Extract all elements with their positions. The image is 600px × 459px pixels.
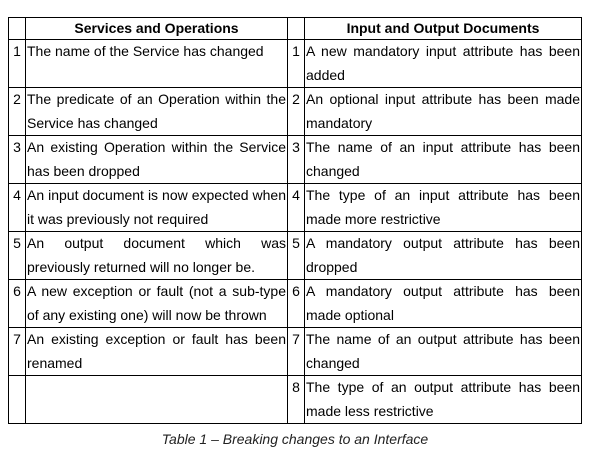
right-row-text: A mandatory output attribute has been made optional xyxy=(305,280,582,328)
right-row-text: A mandatory output attribute has been dropped xyxy=(305,232,582,280)
table-row xyxy=(9,280,582,328)
header-input-and-output-documents: Input and Output Documents xyxy=(305,18,582,40)
header-left-num-blank xyxy=(9,18,26,40)
left-row-text xyxy=(26,376,288,424)
left-row-number: 6 xyxy=(9,280,26,328)
left-row-number: 2 xyxy=(9,88,26,136)
table-caption: Table 1 – Breaking changes to an Interface xyxy=(161,431,429,447)
right-row-number: 5 xyxy=(288,232,305,280)
left-row-number: 5 xyxy=(9,232,26,280)
right-row-text: An optional input attribute has been made mandatory xyxy=(305,88,582,136)
header-right-num-blank xyxy=(288,18,305,40)
right-row-text: The name of an output attribute has been changed xyxy=(305,328,582,376)
left-row-text: An output document which was previously returned will no longer be. xyxy=(26,232,288,280)
right-row-number: 2 xyxy=(288,88,305,136)
left-row-text: An existing exception or fault has been renamed xyxy=(26,328,288,376)
left-row-text: An input document is now expected when it was previously not required xyxy=(26,184,288,232)
table-row xyxy=(9,88,582,136)
left-row-text: The predicate of an Operation within the Service has changed xyxy=(26,88,288,136)
right-row-text: The type of an input attribute has been made more restrictive xyxy=(305,184,582,232)
header-services-and-operations: Services and Operations xyxy=(26,18,288,40)
table-row xyxy=(9,376,582,424)
left-row-number: 1 xyxy=(9,40,26,88)
left-row-number: 3 xyxy=(9,136,26,184)
right-row-number: 8 xyxy=(288,376,305,424)
right-row-number: 6 xyxy=(288,280,305,328)
right-row-text: The name of an input attribute has been changed xyxy=(305,136,582,184)
left-row-number: 4 xyxy=(9,184,26,232)
left-row-number: 7 xyxy=(9,328,26,376)
right-row-number: 4 xyxy=(288,184,305,232)
left-row-text: An existing Operation within the Service has been dropped xyxy=(26,136,288,184)
right-row-text: A new mandatory input attribute has been added xyxy=(305,40,582,88)
right-row-number: 7 xyxy=(288,328,305,376)
breaking-changes-table xyxy=(8,17,582,424)
table-row xyxy=(9,40,582,88)
table-header-row xyxy=(9,18,582,40)
table-row xyxy=(9,136,582,184)
left-row-text: The name of the Service has changed xyxy=(26,40,288,88)
left-row-text: A new exception or fault (not a sub-type of any existing one) will now be thrown xyxy=(26,280,288,328)
right-row-number: 3 xyxy=(288,136,305,184)
table-row xyxy=(9,184,582,232)
table-row xyxy=(9,328,582,376)
right-row-number: 1 xyxy=(288,40,305,88)
left-row-number xyxy=(9,376,26,424)
right-row-text: The type of an output attribute has been made less restrictive xyxy=(305,376,582,424)
table-row xyxy=(9,232,582,280)
